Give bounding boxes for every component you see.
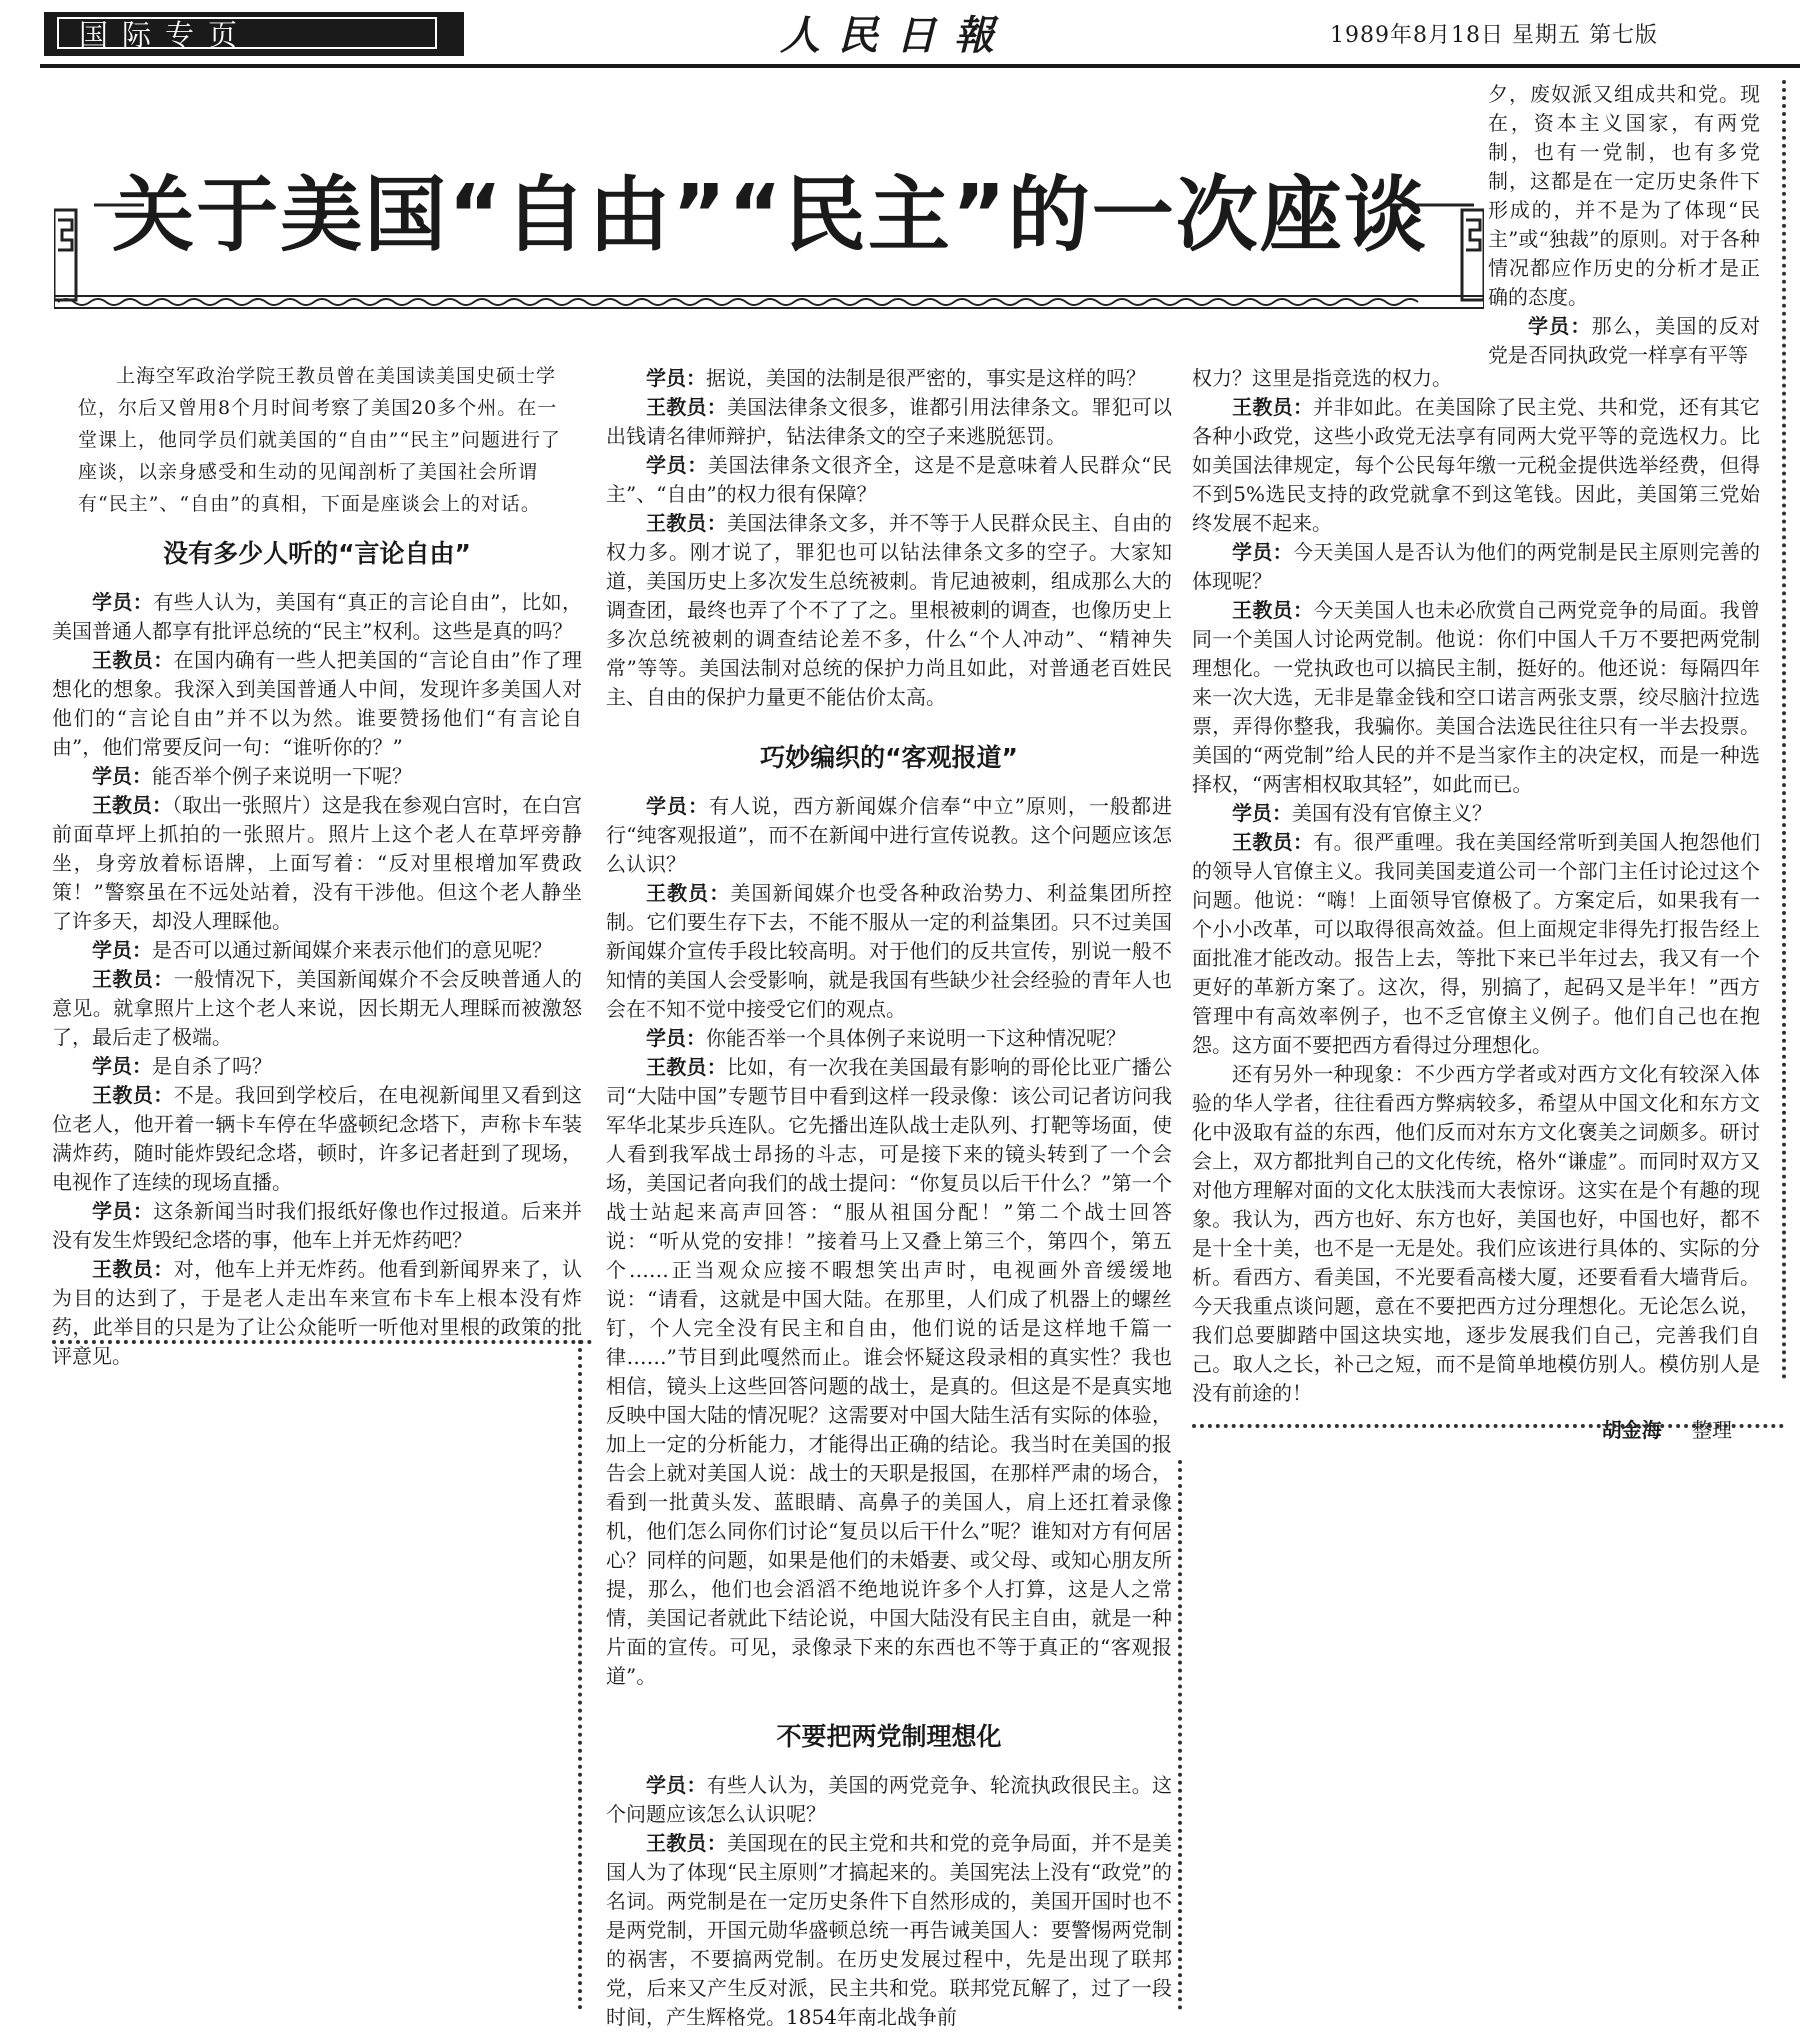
dialogue-paragraph	[606, 1024, 1172, 1053]
speaker-label: 学员：	[1528, 314, 1592, 338]
dialogue-text: 对，他车上并无炸药。他看到新闻界来了，认为目的达到了，于是老人走出车来宣布卡车上根本没有炸药，此举目的只是为了让公众能听一听他对里根的政策的批评意见。	[52, 1257, 583, 1368]
dialogue-paragraph	[606, 792, 1172, 879]
dateline: 1989年8月18日 星期五 第七版	[1330, 23, 1658, 48]
column-3-top-dialogue	[1488, 80, 1760, 370]
speaker-label: 王教员：	[92, 793, 172, 817]
subheading-two-party: 不要把两党制理想化	[776, 1722, 1002, 1751]
dialogue-text: 有。很严重哩。我在美国经常听到美国人抱怨他们的领导人官僚主义。我同美国麦道公司一个部门主任讨论过这个问题。他说：“嗨！上面领导官僚极了。方案定后，如果我有一个小小改革，可以取得很高效益。但上面规定非得先打报告经上面批准才能改动。报告上去，等批下来已半年过去，我又有一个更好的革新方案了。这次，得，别搞了，起码又是半年！”西方管理中有高效率例子，也不乏官僚主义例子。他们自己也在抱怨。这方面不要把西方看得过分理想化。	[1192, 830, 1761, 1057]
dialogue-text: 并非如此。在美国除了民主党、共和党，还有其它各种小政党，这些小政党无法享有同两大党平等的竞选权力。比如美国法律规定，每个公民每年缴一元税金提供选举经费，但得不到5%选民支持的政党就拿不到这笔钱。因此，美国第三党始终发展不起来。	[1192, 395, 1761, 535]
dialogue-text: 还有另外一种现象：不少西方学者或对西方文化有较深入体验的华人学者，往往看西方弊病较多，希望从中国文化和东方文化中汲取有益的东西，他们反而对东方文化褒美之词颇多。研讨会上，双方都批判自己的文化传统，格外“谦虚”。而同时双方又对他方理解对面的文化太肤浅而大表惊讶。这实在是个有趣的现象。我认为，西方也好、东方也好，美国也好，中国也好，都不是十全十美，也不是一无是处。我们应该进行具体的、实际的分析。看西方、看美国，不光要看高楼大厦，还要看看大墙背后。今天我重点谈问题，意在不要把西方过分理想化。无论怎么说，我们总要脚踏中国这块实地，逐步发展我们自己，完善我们自己。取人之长，补己之短，而不是简单地模仿别人。模仿别人是没有前途的！	[1192, 1062, 1760, 1405]
dialogue-paragraph	[606, 1771, 1172, 1829]
speaker-label: 王教员：	[1232, 598, 1314, 622]
speaker-label: 学员：	[1232, 801, 1292, 825]
divider-col2-left	[578, 1340, 582, 2010]
speaker-label: 王教员：	[92, 1083, 174, 1107]
dialogue-paragraph	[52, 936, 582, 965]
section-label-text: 国际专页	[57, 17, 437, 49]
dialogue-text: 有些人认为，美国的两党竞争、轮流执政很民主。这个问题应该怎么认识呢？	[606, 1773, 1173, 1826]
dialogue-paragraph	[1192, 596, 1760, 799]
speaker-label: 学员：	[646, 1026, 706, 1050]
dialogue-text: 能否举个例子来说明一下呢？	[152, 764, 412, 788]
editor-role: 整理	[1692, 1418, 1732, 1442]
dialogue-paragraph	[52, 791, 582, 936]
article-intro: 上海空军政治学院王教员曾在美国读美国史硕士学位，尔后又曾用8个月时间考察了美国20多个州。在一堂课上，他同学员们就美国的“自由”“民主”问题进行了座谈，以亲身感受和生动的见闻剖析了美国社会所谓有“民主”、“自由”的真相，下面是座谈会上的对话。	[78, 365, 561, 515]
speaker-label: 学员：	[92, 764, 152, 788]
column-1-dialogue	[52, 588, 582, 1371]
dialogue-paragraph	[52, 1197, 582, 1255]
dialogue-text: 是否可以通过新闻媒介来表示他们的意见呢？	[152, 938, 552, 962]
dialogue-paragraph	[606, 393, 1172, 451]
dialogue-text: 有些人认为，美国有“真正的言论自由”，比如，美国普通人都享有批评总统的“民主”权利。这些是真的吗？	[52, 590, 583, 643]
dialogue-paragraph	[52, 646, 582, 762]
dialogue-text: 美国法律条文很多，谁都引用法律条文。罪犯可以出钱请名律师辩护，钻法律条文的空子来逃脱惩罚。	[606, 395, 1173, 448]
speaker-label: 学员：	[646, 794, 710, 818]
speaker-label: 学员：	[646, 366, 706, 390]
dialogue-paragraph	[52, 1081, 582, 1197]
dialogue-paragraph	[1192, 799, 1760, 828]
header-rule	[40, 64, 1800, 68]
subheading-objective-reporting: 巧妙编织的“客观报道”	[760, 743, 1018, 772]
dialogue-paragraph	[1192, 828, 1760, 1060]
speaker-label: 王教员：	[646, 881, 731, 905]
dialogue-text: 今天美国人也未必欣赏自己两党竞争的局面。我曾同一个美国人讨论两党制。他说：你们中国人千万不要把两党制理想化。一党执政也可以搞民主制，挺好的。他还说：每隔四年来一次大选，无非是靠金钱和空口诺言两张支票，绞尽脑汁拉选票，弄得你整我，我骗你。美国合法选民往往只有一半去投票。美国的“两党制”给人民的并不是当家作主的决定权，而是一种选择权，“两害相权取其轻”，如此而已。	[1192, 598, 1761, 796]
dialogue-paragraph	[606, 364, 1172, 393]
dialogue-text: （取出一张照片）这是我在参观白宫时，在白宫前面草坪上抓拍的一张照片。照片上这个老人在草坪旁静坐，身旁放着标语牌，上面写着：“反对里根增加军费政策！”警察虽在不远处站着，没有干涉他。但这个老人静坐了许多天，却没人理睬他。	[52, 793, 582, 933]
dialogue-paragraph	[606, 1053, 1172, 1691]
dialogue-text: 有人说，西方新闻媒介信奉“中立”原则，一般都进行“纯客观报道”，而不在新闻中进行宣传说教。这个问题应该怎么认识？	[606, 794, 1173, 876]
newspaper-masthead: 人民日報	[780, 12, 1012, 59]
dialogue-paragraph	[1192, 538, 1760, 596]
column-3-top	[1488, 80, 1760, 370]
dialogue-paragraph	[1192, 1060, 1760, 1408]
dialogue-text: 美国法律条文很齐全，这是不是意味着人民群众“民主”、“自由”的权力很有保障？	[606, 453, 1173, 506]
dialogue-text: 那么，美国的反对党是否同执政党一样享有平等	[1488, 314, 1761, 367]
speaker-label: 学员：	[1232, 540, 1293, 564]
speaker-label: 学员：	[92, 1199, 154, 1223]
dialogue-paragraph	[606, 509, 1172, 712]
column-3-dialogue	[1192, 364, 1760, 1408]
speaker-label: 王教员：	[92, 648, 174, 672]
speaker-label: 王教员：	[92, 967, 174, 991]
divider-col1	[52, 1340, 592, 1344]
dialogue-text: 比如，有一次我在美国最有影响的哥伦比亚广播公司“大陆中国”专题节目中看到这样一段录像：该公司记者访问我军华北某步兵连队。它先播出连队战士走队列、打靶等场面，使人看到我军战士昂扬的斗志，可是接下来的镜头转到了一个会场，美国记者向我们的战士提问：“你复员以后干什么？”第一个战士站起来高声回答：“服从祖国分配！”第二个战士回答说：“听从党的安排！”接着马上又叠上第三个，第四个，第五个……正当观众应接不暇想笑出声时，电视画外音缓缓地说：“请看，这就是中国大陆。在那里，人们成了机器上的螺丝钉，个人完全没有民主和自由，他们说的话是这样地千篇一律……”节目到此嘎然而止。谁会怀疑这段录相的真实性？我也相信，镜头上这些回答问题的战士，是真的。但这是不是真实地反映中国大陆的情况呢？这需要对中国大陆生活有实际的体验，加上一定的分析能力，才能得出正确的结论。我当时在美国的报告会上就对美国人说：战士的天职是报国，在那样严肃的场合，看到一批黄头发、蓝眼睛、高鼻子的美国人，肩上还扛着录像机，他们怎么同你们讨论“复员以后干什么”呢？谁知对方有何居心？同样的问题，如果是他们的未婚妻、或父母、或知心朋友所提，那么，他们也会滔滔不绝地说许多个人打算，这是人之常情，美国记者就此下结论说，中国大陆没有民主自由，就是一种片面的宣传。可见，录像录下来的东西也不等于真正的“客观报道”。	[606, 1055, 1173, 1688]
dialogue-text: 美国现在的民主党和共和党的竞争局面，并不是美国人为了体现“民主原则”才搞起来的。美国宪法上没有“政党”的名词。两党制是在一定历史条件下自然形成的，美国开国时也不是两党制，开国元勋华盛顿总统一再告诫美国人：要警惕两党制的祸害，不要搞两党制。在历史发展过程中，先是出现了联邦党，后来又产生反对派，民主共和党。联邦党瓦解了，过了一段时间，产生辉格党。1854年南北战争前	[606, 1831, 1173, 2029]
column-1	[52, 520, 582, 1371]
speaker-label: 王教员：	[646, 511, 727, 535]
dialogue-paragraph	[1192, 393, 1760, 538]
dialogue-text: 是自杀了吗？	[152, 1054, 272, 1078]
column-2	[606, 364, 1172, 2032]
speaker-label: 王教员：	[1232, 395, 1314, 419]
dialogue-paragraph	[52, 1052, 582, 1081]
speaker-label: 学员：	[92, 1054, 152, 1078]
section-label	[44, 12, 464, 56]
dialogue-paragraph	[52, 762, 582, 791]
dialogue-text: 在国内确有一些人把美国的“言论自由”作了理想化的想象。我深入到美国普通人中间，发现许多美国人对他们的“言论自由”并不以为然。谁要赞扬他们“有言论自由”，他们常要反问一句：“谁听你的？”	[52, 648, 582, 759]
column-3	[1192, 364, 1760, 1443]
speaker-label: 王教员：	[646, 1055, 727, 1079]
article-title: 关于美国“自由”“民主”的一次座谈	[112, 168, 1428, 263]
dialogue-text: 美国有没有官僚主义？	[1292, 801, 1492, 825]
dialogue-paragraph	[1192, 364, 1760, 393]
byline	[1192, 1414, 1760, 1443]
speaker-label: 学员：	[646, 1773, 707, 1797]
dialogue-text: 据说，美国的法制是很严密的，事实是这样的吗？	[706, 366, 1146, 390]
dialogue-paragraph	[606, 451, 1172, 509]
dialogue-text: 不是。我回到学校后，在电视新闻里又看到这位老人，他开着一辆卡车停在华盛顿纪念塔下，声称卡车装满炸药，随时能炸毁纪念塔，顿时，许多记者赶到了现场，电视作了连续的现场直播。	[52, 1083, 583, 1194]
speaker-label: 王教员：	[646, 395, 727, 419]
speaker-label: 学员：	[646, 453, 708, 477]
dialogue-text: 你能否举一个具体例子来说明一下这种情况呢？	[706, 1026, 1126, 1050]
dialogue-text: 美国新闻媒介也受各种政治势力、利益集团所控制。它们要生存下去，不能不服从一定的利益集团。只不过美国新闻媒介宣传手段比较高明。对于他们的反共宣传，别说一般不知情的美国人会受影响，就是我国有些缺少社会经验的青年人也会在不知不觉中接受它们的观点。	[606, 881, 1173, 1021]
dialogue-text: 美国法律条文多，并不等于人民群众民主、自由的权力多。刚才说了，罪犯也可以钻法律条文多的空子。大家知道，美国历史上多次发生总统被刺。肯尼迪被刺，组成那么大的调查团，最终也弄了个不了了之。里根被刺的调查，也像历史上多次总统被刺的调查结论差不多，什么“个人冲动”、“精神失常”等等。美国法制对总统的保护力尚且如此，对普通老百姓民主、自由的保护力量更不能估价太高。	[606, 511, 1173, 709]
dialogue-text: 一般情况下，美国新闻媒介不会反映普通人的意见。就拿照片上这个老人来说，因长期无人理睬而被激怒了，最后走了极端。	[52, 967, 583, 1049]
speaker-label: 王教员：	[1232, 830, 1314, 854]
divider-col3-bottom	[1192, 1424, 1784, 1428]
speaker-label: 王教员：	[92, 1257, 174, 1281]
dialogue-paragraph	[606, 879, 1172, 1024]
dialogue-text: 这条新闻当时我们报纸好像也作过报道。后来并没有发生炸毁纪念塔的事，他车上并无炸药吧？	[52, 1199, 583, 1252]
editor-name: 胡金海	[1601, 1418, 1662, 1442]
subheading-speech-freedom: 没有多少人听的“言论自由”	[163, 539, 471, 568]
column-2-dialogue-b	[606, 792, 1172, 1691]
dialogue-paragraph	[1488, 312, 1760, 370]
dialogue-text: 权力？这里是指竞选的权力。	[1192, 366, 1452, 390]
column-2-dialogue-c	[606, 1771, 1172, 2032]
dialogue-paragraph	[52, 588, 582, 646]
speaker-label: 王教员：	[646, 1831, 727, 1855]
dialogue-text: 今天美国人是否认为他们的两党制是民主原则完善的体现呢？	[1192, 540, 1761, 593]
dialogue-paragraph	[1488, 80, 1760, 312]
dialogue-paragraph	[52, 1255, 582, 1371]
dialogue-text: 夕，废奴派又组成共和党。现在，资本主义国家，有两党制，也有一党制，也有多党制，这都是在一定历史条件下形成的，并不是为了体现“民主”或“独裁”的原则。对于各种情况都应作历史的分析才是正确的态度。	[1488, 82, 1760, 309]
dialogue-paragraph	[606, 1829, 1172, 2032]
dialogue-paragraph	[52, 965, 582, 1052]
speaker-label: 学员：	[92, 590, 154, 614]
divider-col2-right	[1178, 1460, 1182, 2010]
speaker-label: 学员：	[92, 938, 152, 962]
column-2-dialogue-a	[606, 364, 1172, 712]
divider-right-edge	[1782, 80, 1786, 1380]
